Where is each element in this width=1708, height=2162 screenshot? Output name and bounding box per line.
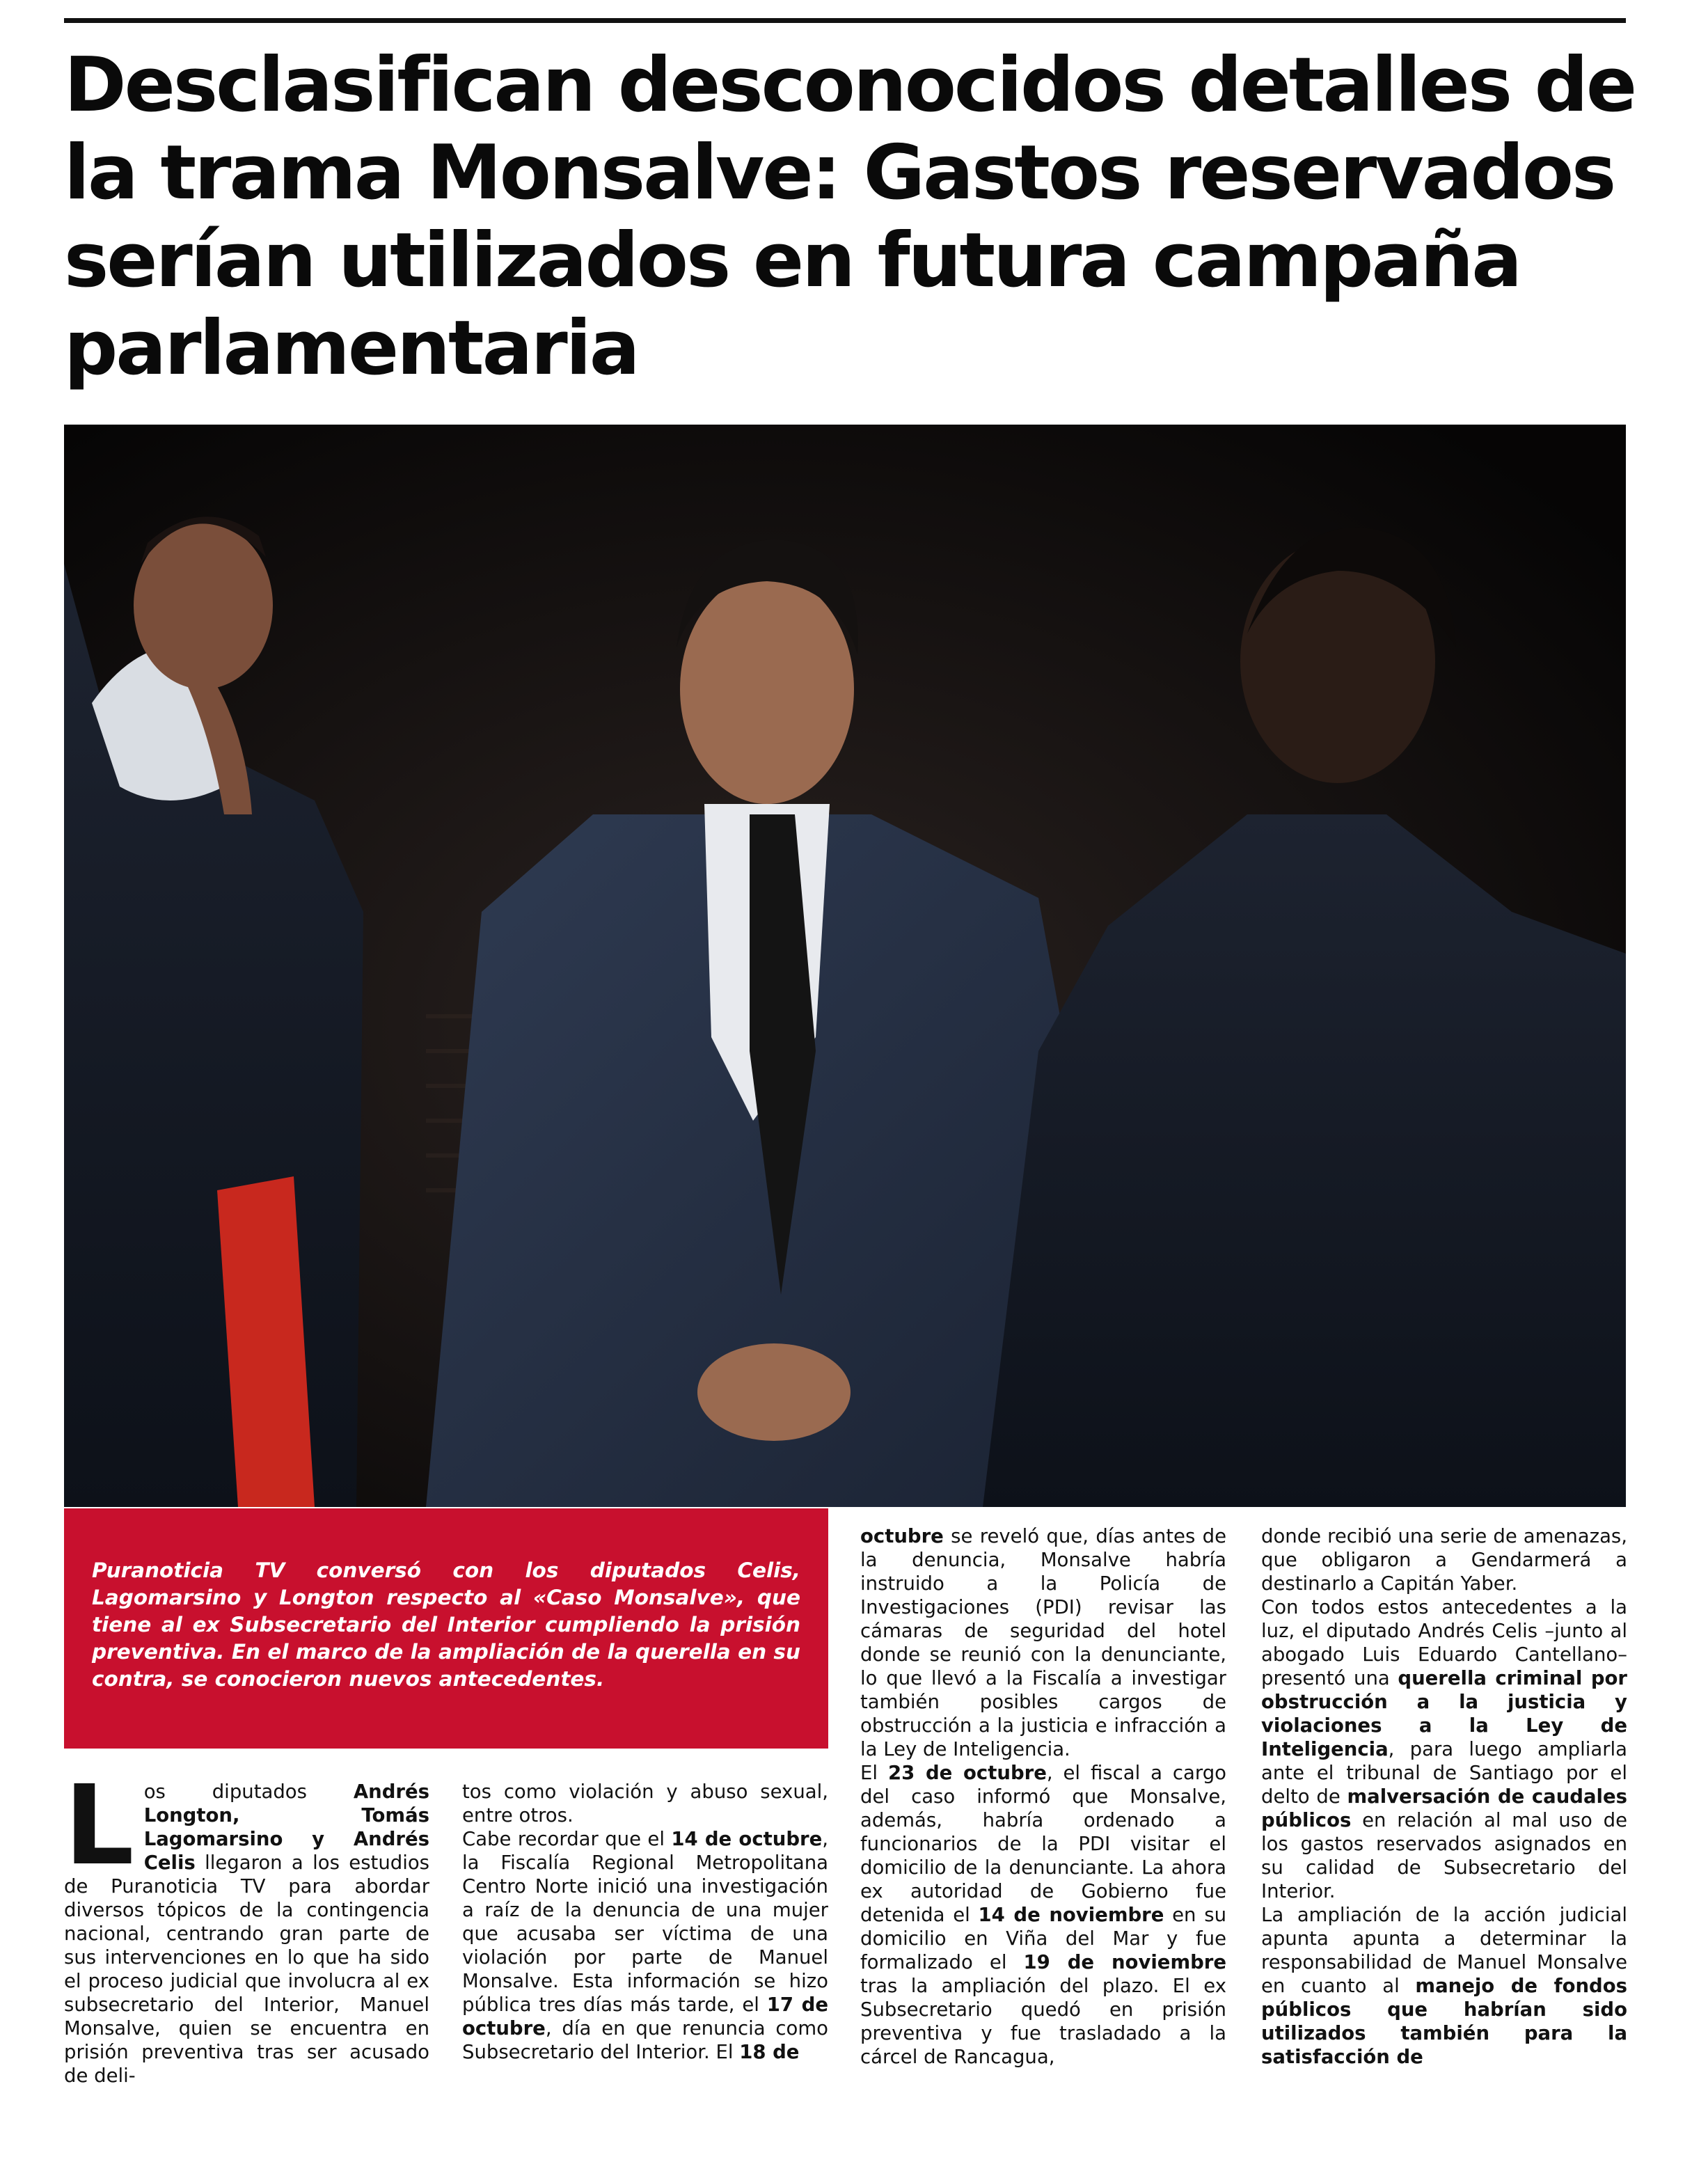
body-column-3 bbox=[860, 1524, 1226, 2069]
paragraph: octubre se reveló que, días antes de la denuncia, Monsalve habría instruido a la Policía de Investigaciones (PDI) revisar las cámaras de seguridad del hotel donde se reunió con la denunciante, lo que llevó a la Fiscalía a investigar también posibles cargos de obstrucción a la justicia e infracción a la Ley de Inteligencia. bbox=[860, 1525, 1226, 1760]
paragraph: La ampliación de la acción judicial apunta apunta a determinar la responsabilidad de Manuel Monsalve en cuanto al manejo de fondos públicos que habrían sido utilizados también para la satisfacción de bbox=[1261, 1904, 1627, 2068]
paragraph: donde recibió una serie de amenazas, que obligaron a Gendarmerá a destinarlo a Capitán Yaber. bbox=[1261, 1525, 1627, 1595]
body-column-2 bbox=[462, 1780, 828, 2064]
lead-paragraph: Puranoticia TV conversó con los diputados Celis, Lagomarsino y Longton respecto al «Caso Monsalve», que tiene al ex Subsecretario del Interior cumpliendo la prisión preventiva. En el marco de la ampliación de la querella en su contra, se conocieron nuevos antecedentes. bbox=[92, 1559, 800, 1691]
headline: Desclasifican desconocidos detalles de la trama Monsalve: Gastos reservados serían utilizados en futura campaña parlamentaria bbox=[64, 42, 1636, 392]
paragraph: Con todos estos antecedentes a la luz, el diputado Andrés Celis –junto al abogado Luis Eduardo Cantellano– presentó una querella criminal por obstrucción a la justicia y violaciones a la Ley de Inteligencia, para luego ampliarla ante el tribunal de Santiago por el delto de malversación de caudales públicos en relación al mal uso de los gastos reservados asignados en su calidad de Subsecretario del Interior. bbox=[1261, 1596, 1627, 1902]
paragraph: El 23 de octubre, el fiscal a cargo del caso informó que Monsalve, además, habría ordenado a funcionarios de la PDI visitar el domicilio de la denunciante. La ahora ex autoridad de Gobierno fue detenida el 14 de noviembre en su domicilio en Viña del Mar y fue formalizado el 19 de noviembre tras la ampliación del plazo. El ex Subsecretario quedó en prisión preventiva y fue trasladado a la cárcel de Rancagua, bbox=[860, 1762, 1227, 2068]
drop-cap: L bbox=[64, 1762, 134, 1890]
lead-box bbox=[64, 1508, 828, 1749]
paragraph: Cabe recordar que el 14 de octubre, la Fiscalía Regional Metropolitana Centro Norte inició una investigación a raíz de la denuncia de una mujer que acusaba ser víctima de una violación por parte de Manuel Monsalve. Esta información se hizo pública tres días más tarde, el 17 de octubre, día en que renuncia como Subsecretario del Interior. El 18 de bbox=[462, 1828, 828, 2063]
body-column-1 bbox=[64, 1762, 429, 2088]
article-photo bbox=[64, 425, 1626, 1507]
paragraph: os diputados Andrés Longton, Tomás Lagomarsino y Andrés Celis llegaron a los estudios de Puranoticia TV para abordar diversos tópicos de la contingencia nacional, centrando gran parte de sus intervenciones en lo que ha sido el proceso judicial que involucra al ex subsecretario del Interior, Manuel Monsalve, quien se encuentra en prisión preventiva tras ser acusado de deli- bbox=[64, 1781, 429, 2087]
body-column-4 bbox=[1261, 1524, 1627, 2069]
top-rule bbox=[64, 18, 1626, 23]
paragraph: tos como violación y abuso sexual, entre otros. bbox=[462, 1781, 828, 1826]
